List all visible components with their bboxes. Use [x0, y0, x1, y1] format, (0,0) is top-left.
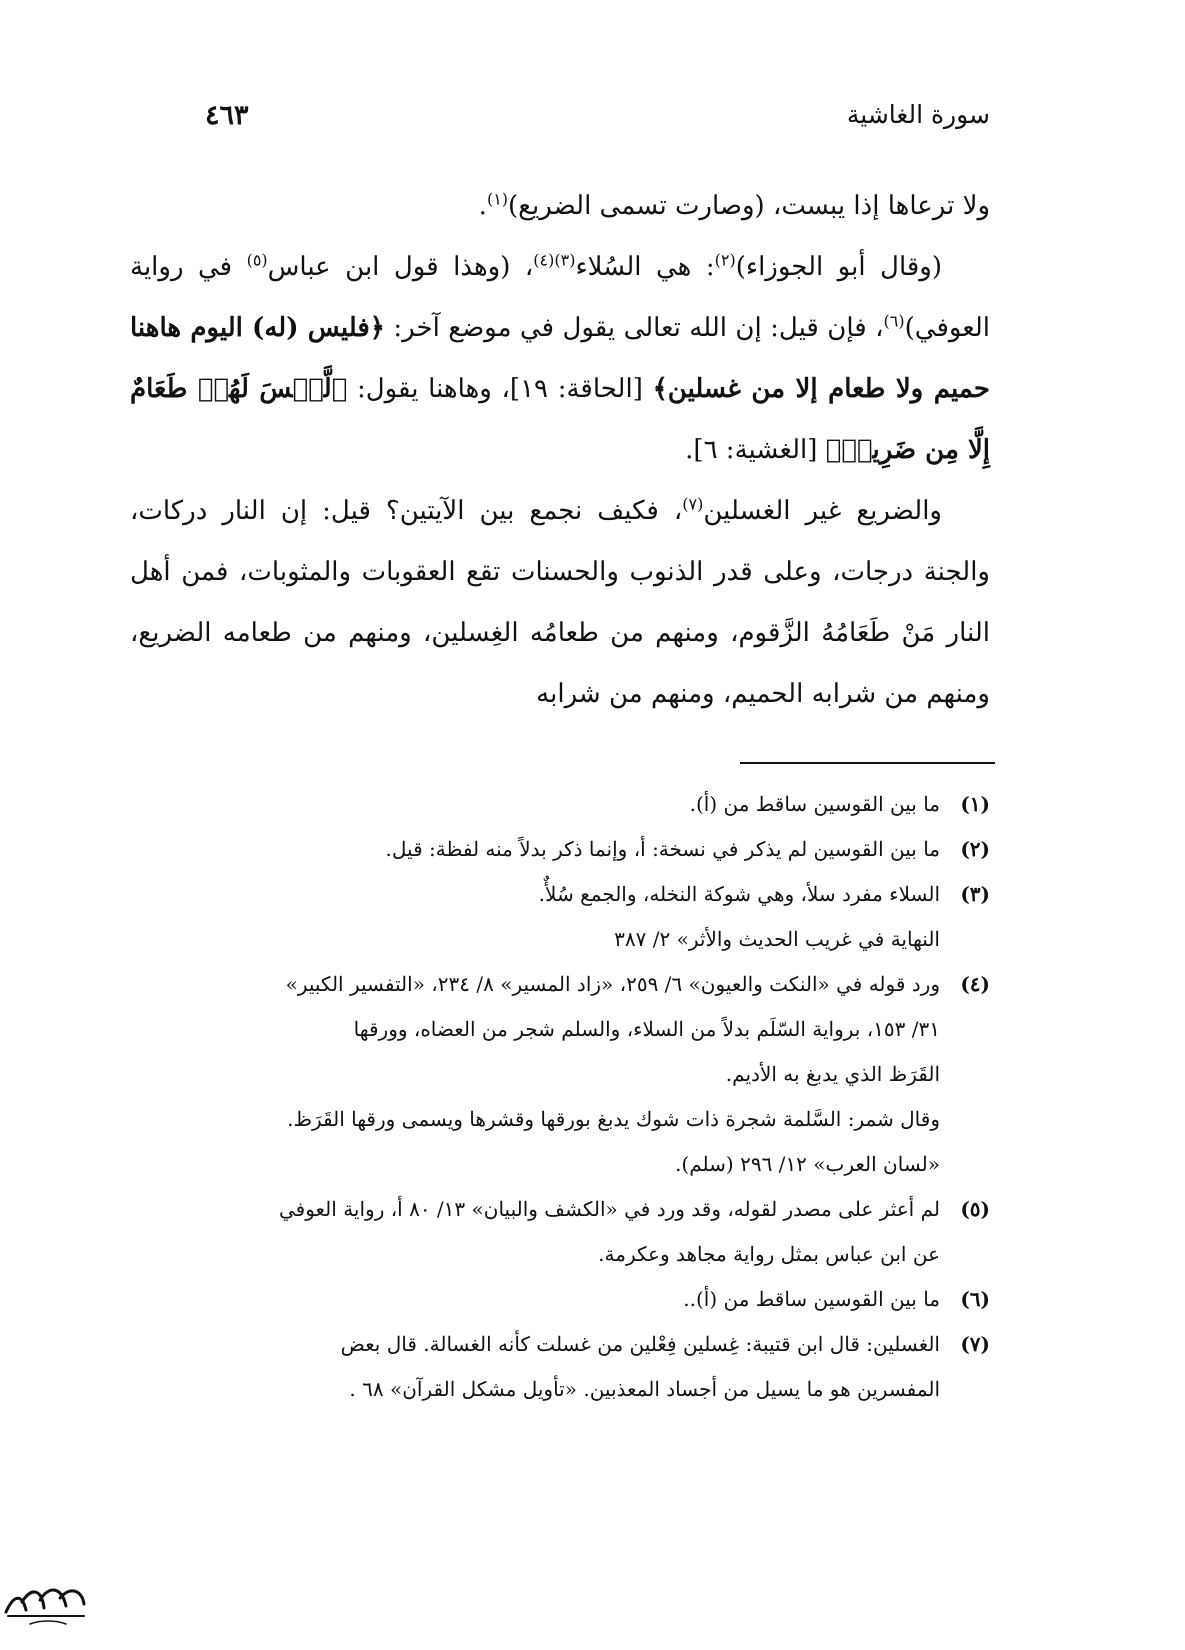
footnote-body [110, 827, 940, 872]
footnote-line: ٣١/ ١٥٣، برواية السّلَم بدلاً من السلاء، والسلم شجر من العضاه، وورقها [353, 1017, 940, 1041]
footnote-line: الغسلين: قال ابن قتيبة: غِسلين فِعْلين من غسلت كأنه الغسالة. قال بعض [340, 1332, 940, 1356]
footnote-body [110, 872, 940, 962]
footnotes [110, 782, 990, 1412]
footnote-line: لم أعثر على مصدر لقوله، وقد ورد في «الكشف والبيان» ١٣/ ٨٠ أ، رواية العوفي [278, 1197, 940, 1221]
footnote-line: القَرَظ الذي يدبغ به الأديم. [725, 1062, 940, 1086]
footnote-body [110, 782, 940, 827]
footnote-line: عن ابن عباس بمثل رواية مجاهد وعكرمة. [598, 1242, 940, 1266]
footnote-3 [110, 872, 990, 962]
footnote-number: (١) [960, 792, 990, 816]
footnote-ref-6: (٦) [883, 311, 905, 331]
footnote-7 [110, 1322, 990, 1412]
paragraph-1 [130, 176, 990, 237]
footnote-line: «لسان العرب» ١٢/ ٢٩٦ (سلم). [675, 1152, 940, 1176]
page-header [205, 100, 990, 150]
footnote-body [110, 962, 940, 1187]
footnote-number: (٧) [960, 1332, 990, 1356]
footnote-line: ما بين القوسين لم يذكر في نسخة: أ، وإنما ذكر بدلاً منه لفظة: قيل. [385, 837, 940, 861]
quran-verse-1: ﴿فليس (له) اليوم هاهنا حميم ولا طعام إلا من غسلين﴾ [130, 313, 990, 404]
footnote-line: السلاء مفرد سلأ، وهي شوكة النخله، والجمع سُلأٌ. [538, 882, 940, 906]
quran-verse-2: ﴿لَّيۡسَ لَهُمۡ طَعَامٌ إِلَّا مِن ضَرِيعٖ﴾ [130, 374, 990, 465]
footnote-2 [110, 827, 990, 872]
footnote-ref-4: (٤) [533, 250, 555, 270]
footnote-body [110, 1187, 940, 1277]
p3-b: ، فكيف نجمع بين الآيتين؟ قيل: إن النار دركات، والجنة درجات، وعلى قدر الذنوب والحسنات تقع العقوبات والمثوبات، فمن أهل النار مَنْ طَعَامُهُ الزَّقوم، ومنهم من طعامُه الغِسلين، ومنهم من طعامه الضريع، ومنهم من شرابه الحميم، ومنهم من شرابه [130, 496, 990, 709]
footnote-body [110, 1277, 940, 1322]
main-text [130, 176, 990, 725]
footnote-line: ما بين القوسين ساقط من (أ).. [683, 1287, 940, 1311]
p1-end: . [478, 191, 487, 221]
verse-reference-1: [الحاقة: ١٩]، وهاهنا يقول: [347, 374, 653, 404]
footnote-number: (٢) [960, 837, 990, 861]
p1-text: ولا ترعاها إذا يبست، (وصارت تسمى الضريع) [508, 191, 990, 221]
p2-b: : هي السُلاء [575, 252, 715, 282]
p2-c: ، (وهذا قول ابن عباس [267, 252, 534, 282]
footnote-line: النهاية في غريب الحديث والأثر» ٢/ ٣٨٧ [614, 927, 940, 951]
footnote-number: (٦) [960, 1287, 990, 1311]
footnote-ref-1: (١) [486, 189, 509, 209]
footnote-ref-7: (٧) [682, 494, 704, 514]
footnote-number: (٣) [960, 882, 990, 906]
footnote-line: وقال شمر: السَّلمة شجرة ذات شوك يدبغ بورقها وقشرها ويسمى ورقها القَرَظ. [287, 1107, 940, 1131]
footnote-5 [110, 1187, 990, 1277]
footnote-ref-5: (٥) [246, 250, 268, 270]
footnote-line: ما بين القوسين ساقط من (أ). [689, 792, 940, 816]
p3-a: والضريع غير الغسلين [703, 496, 942, 526]
surah-title: سورة الغاشية [846, 100, 990, 129]
paragraph-2 [130, 237, 990, 481]
paragraph-3 [130, 481, 990, 725]
p2-a: (وقال أبو الجوزاء) [735, 252, 942, 282]
page-number: ٤٦٣ [205, 100, 249, 131]
footnote-6 [110, 1277, 990, 1322]
footnote-1 [110, 782, 990, 827]
p2-e: ، فإن قيل: إن الله تعالى يقول في موضع آخر: [384, 313, 884, 343]
verse-reference-2: [الغشية: ٦]. [685, 435, 826, 465]
p2-d: في رواية العوفي) [130, 252, 990, 343]
footnote-4 [110, 962, 990, 1187]
watermark-logo [0, 1572, 90, 1632]
footnote-body [110, 1322, 940, 1412]
footnote-ref-2: (٢) [714, 250, 736, 270]
footnote-number: (٥) [960, 1197, 990, 1221]
footnote-number: (٤) [960, 972, 990, 996]
footnote-separator [740, 762, 995, 764]
footnote-line: ورد قوله في «النكت والعيون» ٦/ ٢٥٩، «زاد المسير» ٨/ ٢٣٤، «التفسير الكبير» [285, 972, 940, 996]
footnote-line: المفسرين هو ما يسيل من أجساد المعذبين. «تأويل مشكل القرآن» ٦٨ . [349, 1377, 940, 1401]
footnote-ref-3: (٣) [554, 250, 576, 270]
